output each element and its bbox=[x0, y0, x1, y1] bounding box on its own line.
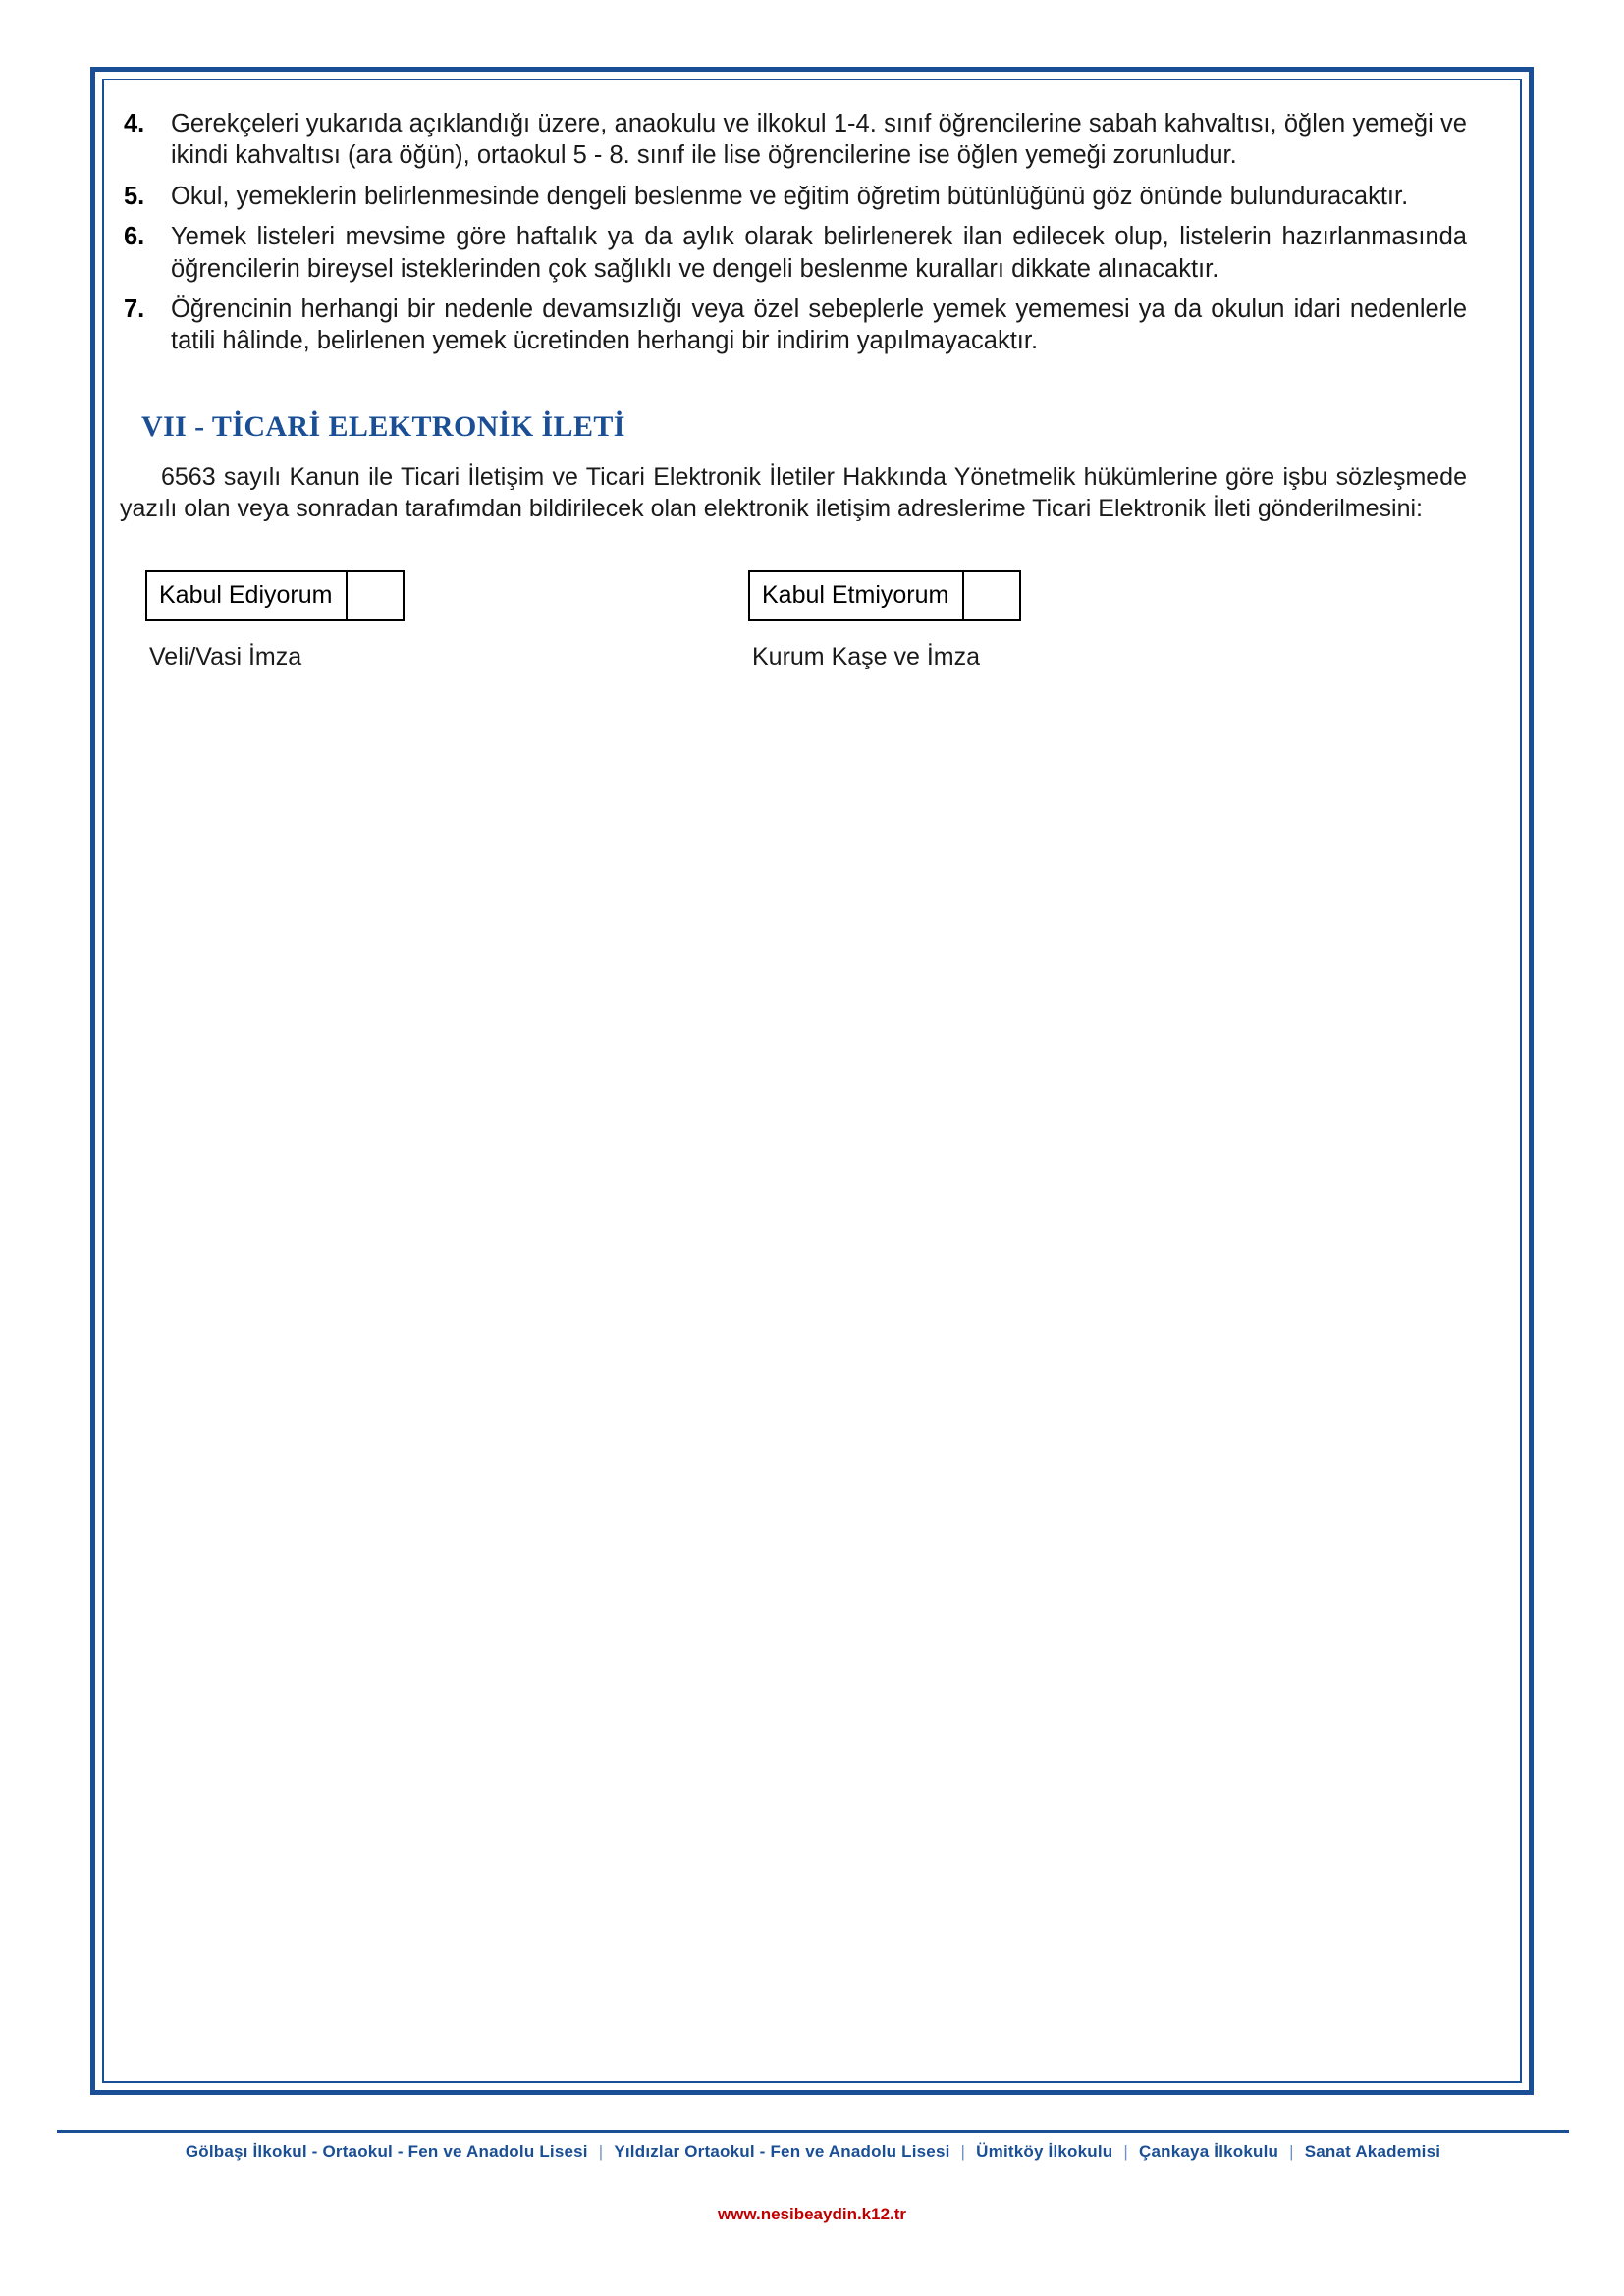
footer-separator: | bbox=[960, 2142, 966, 2161]
consent-accept-label: Kabul Ediyorum bbox=[159, 581, 333, 610]
list-item-text: Yemek listeleri mevsime göre haftalık ya da aylık olarak belirlenerek ilan edilecek olup, listelerin hazırlanmasında öğrencilerin bireysel isteklerinden çok sağlıklı ve dengeli beslenme kuralları dikkate alınacaktır. bbox=[171, 223, 1467, 283]
consent-accept-checkbox[interactable] bbox=[346, 572, 403, 619]
footer-divider bbox=[57, 2130, 1569, 2133]
footer-school: Yıldızlar Ortaokul - Fen ve Anadolu Lisesi bbox=[614, 2142, 950, 2161]
list-item-text: Gerekçeleri yukarıda açıklandığı üzere, anaokulu ve ilkokul 1-4. sınıf öğrencilerine sabah kahvaltısı, öğlen yemeği ve ikindi kahvaltısı (ara öğün), ortaokul 5 - 8. sınıf ile lise öğrencilerine ise öğlen yemeği zorunludur. bbox=[171, 110, 1467, 170]
parent-signature-label: Veli/Vasi İmza bbox=[149, 642, 302, 670]
institution-signature-label: Kurum Kaşe ve İmza bbox=[752, 642, 981, 670]
footer-school: Çankaya İlkokulu bbox=[1139, 2142, 1279, 2161]
section-paragraph: 6563 sayılı Kanun ile Ticari İletişim ve Ticari Elektronik İletiler Hakkında Yönetmelik hükümlerine göre işbu sözleşmede yazılı olan veya sonradan tarafımdan bildirilecek olan elektronik iletişim adreslerime Ticari Elektronik İleti gönderilmesini: bbox=[120, 462, 1467, 523]
list-item bbox=[120, 181, 1504, 212]
footer-school-list bbox=[57, 2142, 1569, 2162]
terms-list bbox=[120, 108, 1504, 357]
footer-school: Gölbaşı İlkokul - Ortaokul - Fen ve Anadolu Lisesi bbox=[185, 2142, 588, 2161]
list-item-number: 6. bbox=[124, 223, 145, 251]
footer-separator: | bbox=[1289, 2142, 1294, 2161]
list-item-text: Öğrencinin herhangi bir nedenle devamsızlığı veya özel sebeplerle yemek yememesi ya da okulun idari nedenlerle tatili hâlinde, belirlenen yemek ücretinden herhangi bir indirim yapılmayacaktır. bbox=[171, 294, 1467, 355]
footer-website[interactable]: www.nesibeaydin.k12.tr bbox=[717, 2205, 907, 2223]
footer-separator: | bbox=[1123, 2142, 1129, 2161]
list-item-text: Okul, yemeklerin belirlenmesinde dengeli beslenme ve eğitim öğretim bütünlüğünü göz önünde bulunduracaktır. bbox=[171, 182, 1409, 210]
page-content bbox=[120, 108, 1504, 682]
consent-decline-checkbox[interactable] bbox=[962, 572, 1019, 619]
list-item-number: 7. bbox=[124, 294, 145, 323]
consent-decline-label: Kabul Etmiyorum bbox=[762, 581, 949, 610]
list-item bbox=[120, 221, 1504, 285]
list-item bbox=[120, 294, 1504, 357]
consent-options bbox=[120, 570, 1504, 625]
footer-school: Ümitköy İlkokulu bbox=[976, 2142, 1113, 2161]
footer-separator: | bbox=[598, 2142, 604, 2161]
consent-accept-option[interactable] bbox=[145, 570, 405, 621]
consent-decline-option[interactable] bbox=[748, 570, 1021, 621]
signature-row bbox=[120, 643, 1504, 682]
list-item-number: 4. bbox=[124, 110, 145, 137]
list-item-number: 5. bbox=[124, 182, 145, 210]
list-item bbox=[120, 108, 1504, 172]
footer-school: Sanat Akademisi bbox=[1304, 2142, 1441, 2161]
section-heading: VII - TİCARİ ELEKTRONİK İLETİ bbox=[141, 409, 625, 443]
